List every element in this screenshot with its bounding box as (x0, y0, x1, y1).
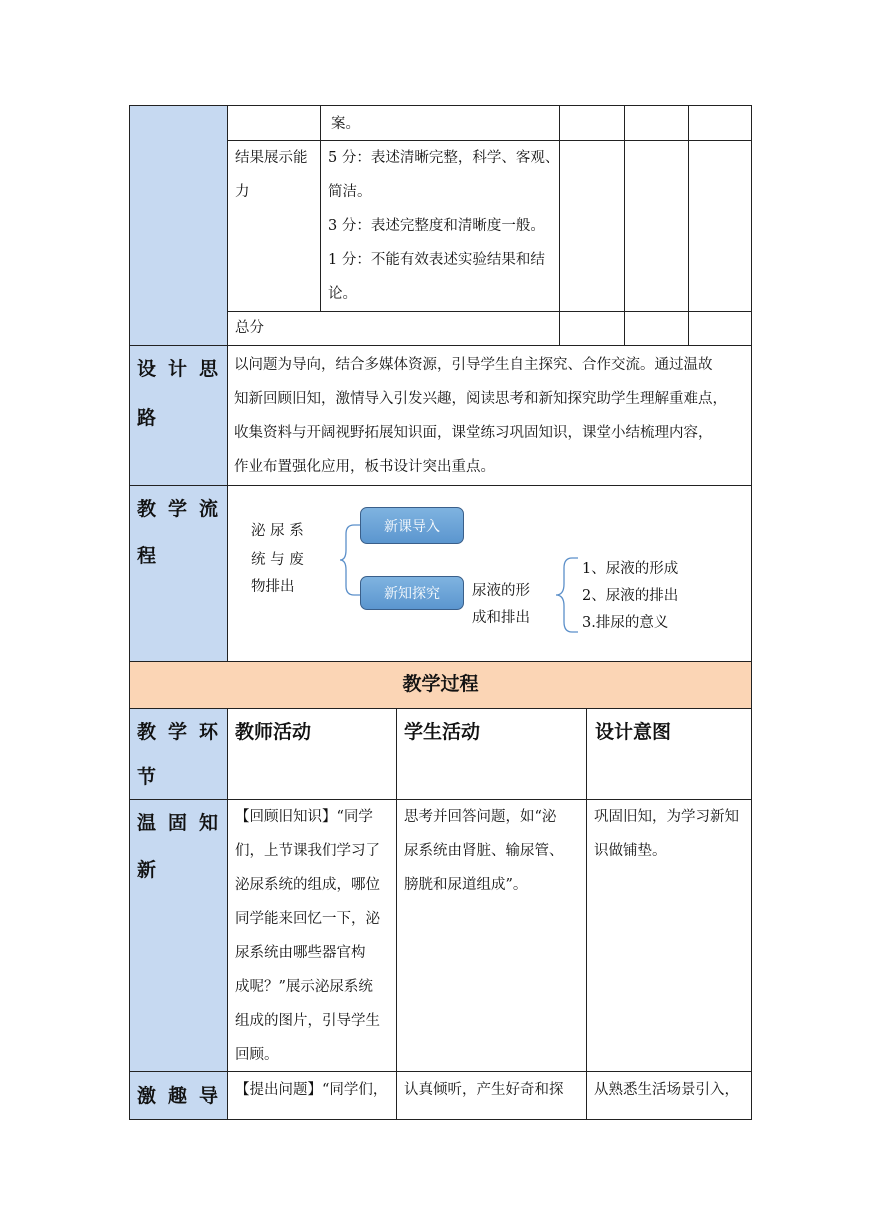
stage-header-line2: 节 (137, 766, 169, 788)
grid-line (130, 485, 752, 486)
teacher-activity-line: 【提出问题】“同学们， (235, 1082, 388, 1098)
intent-col-header: 设计意图 (595, 721, 672, 743)
teacher-col-header: 教师活动 (235, 721, 312, 743)
design-idea-line: 以问题为导向，结合多媒体资源，引导学生自主探究、合作交流。通过温故 (234, 357, 713, 373)
intent-line: 巩固旧知，为学习新知 (594, 809, 739, 825)
teacher-activity-line: 泌尿系统的组成，哪位 (235, 877, 380, 893)
grid-line (130, 708, 752, 709)
grid-line (320, 105, 321, 311)
flow-brace-left (310, 522, 360, 598)
criterion-name-line: 力 (235, 184, 250, 200)
student-activity-line: 尿系统由肾脏、输尿管、 (404, 843, 564, 859)
teacher-activity-line: 成呢？”展示泌尿系统 (235, 979, 373, 995)
student-col-header: 学生活动 (404, 721, 481, 743)
flow-box-new-lesson: 新课导入 (360, 507, 464, 544)
flow-item: 1、尿液的形成 (582, 561, 679, 577)
grid-line (130, 345, 752, 346)
design-idea-line: 知新回顾旧知，激情导入引发兴趣，阅读思考和新知探究助学生理解重难点， (234, 391, 727, 407)
flow-label-line1: 教学流 (137, 498, 231, 520)
grid-line (688, 105, 689, 345)
design-idea-line: 作业布置强化应用，板书设计突出重点。 (234, 459, 495, 475)
criterion-desc-line: 简洁。 (328, 184, 372, 200)
teacher-activity-line: 组成的图片，引导学生 (235, 1013, 380, 1029)
student-activity-line: 膀胱和尿道组成”。 (404, 877, 528, 893)
grid-line (129, 105, 130, 1120)
student-activity-line: 思考并回答问题，如“泌 (404, 809, 557, 825)
flow-root-line: 统 与 废 (251, 552, 304, 568)
teacher-activity-line: 同学能来回忆一下，泌 (235, 911, 380, 927)
process-title: 教学过程 (402, 673, 479, 695)
student-activity-line: 认真倾听，产生好奇和探 (404, 1082, 564, 1098)
stage-review-line2: 新 (137, 859, 169, 881)
criterion-name-line: 结果展示能 (235, 150, 308, 166)
teacher-activity-line: 【回顾旧知识】“同学 (235, 809, 373, 825)
design-label-line2: 路 (137, 407, 169, 429)
flow-mid-line: 成和排出 (472, 610, 530, 626)
total-label: 总分 (235, 320, 264, 336)
teacher-activity-line: 回顾。 (235, 1047, 279, 1063)
flow-root-line: 物排出 (251, 579, 295, 595)
intent-line: 识做铺垫。 (594, 843, 667, 859)
criterion-desc-line: 论。 (328, 286, 357, 302)
grid-line (227, 708, 228, 1120)
criterion-desc-line: 3 分：表述完整度和清晰度一般。 (328, 218, 545, 234)
flow-item: 3.排尿的意义 (582, 615, 669, 631)
criterion-desc-line: 1 分：不能有效表述实验结果和结 (328, 252, 545, 268)
grid-line (227, 311, 752, 312)
grid-line (751, 105, 752, 1120)
design-label-line1: 设计思 (137, 358, 231, 380)
stage-review-line1: 温固知 (137, 812, 231, 834)
grid-line (130, 105, 752, 106)
grid-line (586, 708, 587, 1120)
teacher-activity-line: 们，上节课我们学习了 (235, 843, 380, 859)
grid-line (624, 105, 625, 345)
grid-line (130, 1071, 752, 1072)
stage-header-line1: 教学环 (137, 721, 231, 743)
eval-top-text: 案。 (331, 116, 360, 132)
grid-line (396, 708, 397, 1120)
flow-box-new-knowledge: 新知探究 (360, 576, 464, 610)
flow-mid-line: 尿液的形 (472, 583, 530, 599)
flow-brace-right (540, 556, 580, 634)
flow-label-line2: 程 (137, 545, 169, 567)
teacher-activity-line: 尿系统由哪些器官构 (235, 945, 366, 961)
criterion-desc-line: 5 分：表述清晰完整，科学、客观、 (328, 150, 560, 166)
flow-root-line: 泌 尿 系 (251, 523, 304, 539)
stage-cell-review (130, 799, 227, 1071)
eval-label-cell (130, 106, 227, 345)
intent-line: 从熟悉生活场景引入， (594, 1082, 739, 1098)
stage-intro-line1: 激趣导 (137, 1085, 231, 1107)
flow-item: 2、尿液的排出 (582, 588, 679, 604)
design-idea-line: 收集资料与开阔视野拓展知识面，课堂练习巩固知识，课堂小结梳理内容， (234, 425, 713, 441)
grid-line (130, 1119, 752, 1120)
